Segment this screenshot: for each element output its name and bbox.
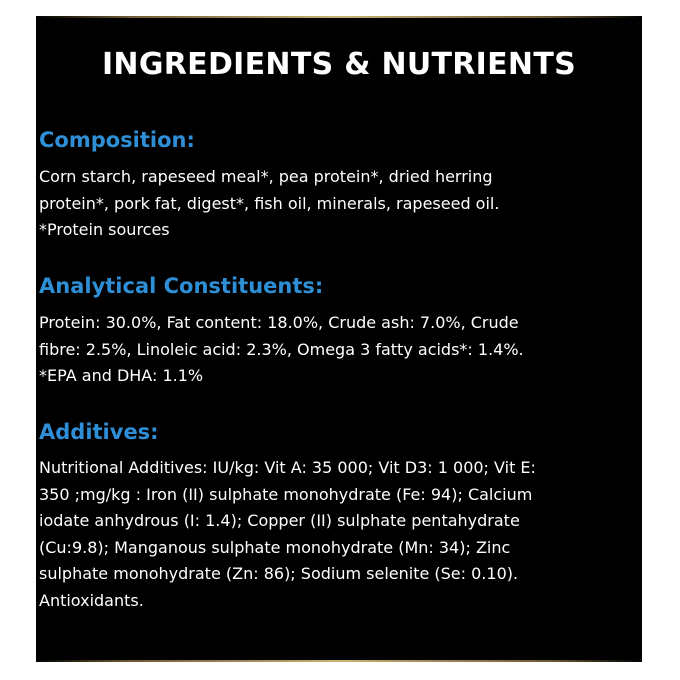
additives-text [39,455,641,614]
analytical-line: fibre: 2.5%, Linoleic acid: 2.3%, Omega 3 fatty acids*: 1.4%. [39,339,524,359]
analytical-constituents-text [39,310,641,390]
composition-line: protein*, pork fat, digest*, fish oil, minerals, rapeseed oil. [39,193,500,213]
top-divider [36,16,642,18]
ingredients-panel [36,16,642,662]
additives-line: Antioxidants. [39,590,144,610]
additives-line: Nutritional Additives: IU/kg: Vit A: 35 000; Vit D3: 1 000; Vit E: [39,458,536,477]
additives-line: (Cu:9.8); Manganous sulphate monohydrate (Mn: 34); Zinc [39,537,511,557]
analytical-line: *EPA and DHA: 1.1% [39,366,204,385]
bottom-divider [36,660,642,662]
composition-text [39,164,641,244]
page-title: INGREDIENTS & NUTRIENTS [101,47,577,82]
additives-line: iodate anhydrous (I: 1.4); Copper (II) sulphate pentahydrate [39,511,520,530]
analytical-line: Protein: 30.0%, Fat content: 18.0%, Crude ash: 7.0%, Crude [39,313,519,332]
composition-line: *Protein sources [39,220,170,239]
additives-line: 350 ;mg/kg : Iron (II) sulphate monohydrate (Fe: 94); Calcium [39,484,533,504]
additives-heading: Additives: [39,420,159,444]
composition-line: Corn starch, rapeseed meal*, pea protein*, dried herring [39,167,493,186]
analytical-constituents-heading: Analytical Constituents: [39,274,324,298]
composition-heading: Composition: [39,128,195,152]
additives-line: sulphate monohydrate (Zn: 86); Sodium selenite (Se: 0.10). [39,564,519,583]
